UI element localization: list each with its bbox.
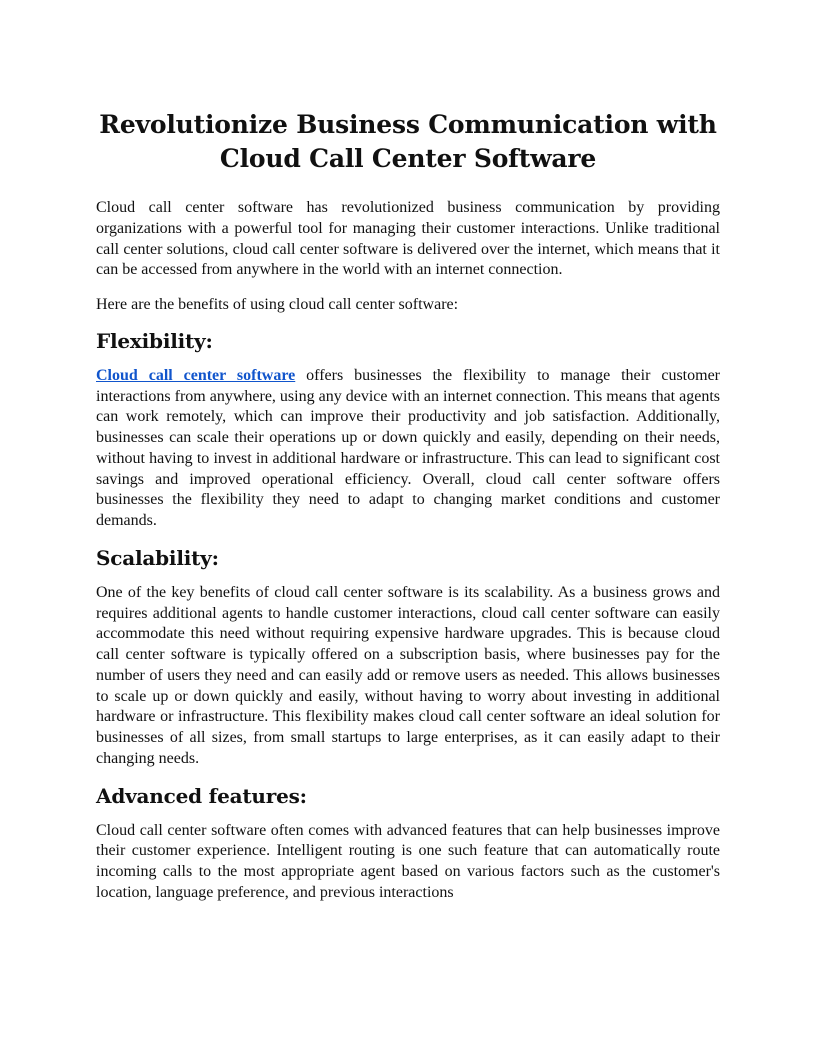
section-body-advanced-features: Cloud call center software often comes with advanced features that can help businesses improve their customer experience. Intelligent routing is one such feature that can automatically route incoming calls to the most appropriate agent based on various factors such as the customer's location, language preference, and previous interactions (96, 821, 720, 901)
section-heading-flexibility: Flexibility: (96, 328, 213, 353)
benefits-lead-in: Here are the benefits of using cloud call center software: (96, 296, 459, 313)
document-page (96, 108, 720, 918)
section-heading-scalability: Scalability: (96, 545, 219, 570)
intro-paragraph: Cloud call center software has revolutionized business communication by providing organizations with a powerful tool for managing their customer interactions. Unlike traditional call center solutions, cloud call center software is delivered over the internet, which means that it can be accessed from anywhere in the world with an internet connection. (96, 199, 720, 279)
cloud-call-center-software-link[interactable]: Cloud call center software (96, 366, 296, 384)
document-title: Revolutionize Business Communication with Cloud Call Center Software (99, 110, 717, 173)
section-body-scalability: One of the key benefits of cloud call center software is its scalability. As a business grows and requires additional agents to handle customer interactions, cloud call center software can easily accommodate this need without requiring expensive hardware upgrades. This is because cloud call center software is typically offered on a subscription basis, where businesses pay for the number of users they need and can easily add or remove users as needed. This allows businesses to scale up or down quickly and easily, without having to worry about investing in additional hardware or infrastructure. This flexibility makes cloud call center software an ideal solution for businesses of all sizes, from small startups to large enterprises, as it can easily adapt to their changing needs. (96, 583, 720, 767)
section-body-flexibility (96, 366, 720, 532)
section-heading-advanced-features: Advanced features: (96, 783, 307, 808)
flexibility-body-text: offers businesses the flexibility to manage their customer interactions from anywhere, using any device with an internet connection. This means that agents can work remotely, which can improve their productivity and job satisfaction. Additionally, businesses can scale their operations up or down quickly and easily, depending on their needs, without having to invest in additional hardware or infrastructure. This can lead to significant cost savings and improved operational efficiency. Overall, cloud call center software offers businesses the flexibility they need to adapt to changing market conditions and customer demands. (96, 366, 721, 529)
